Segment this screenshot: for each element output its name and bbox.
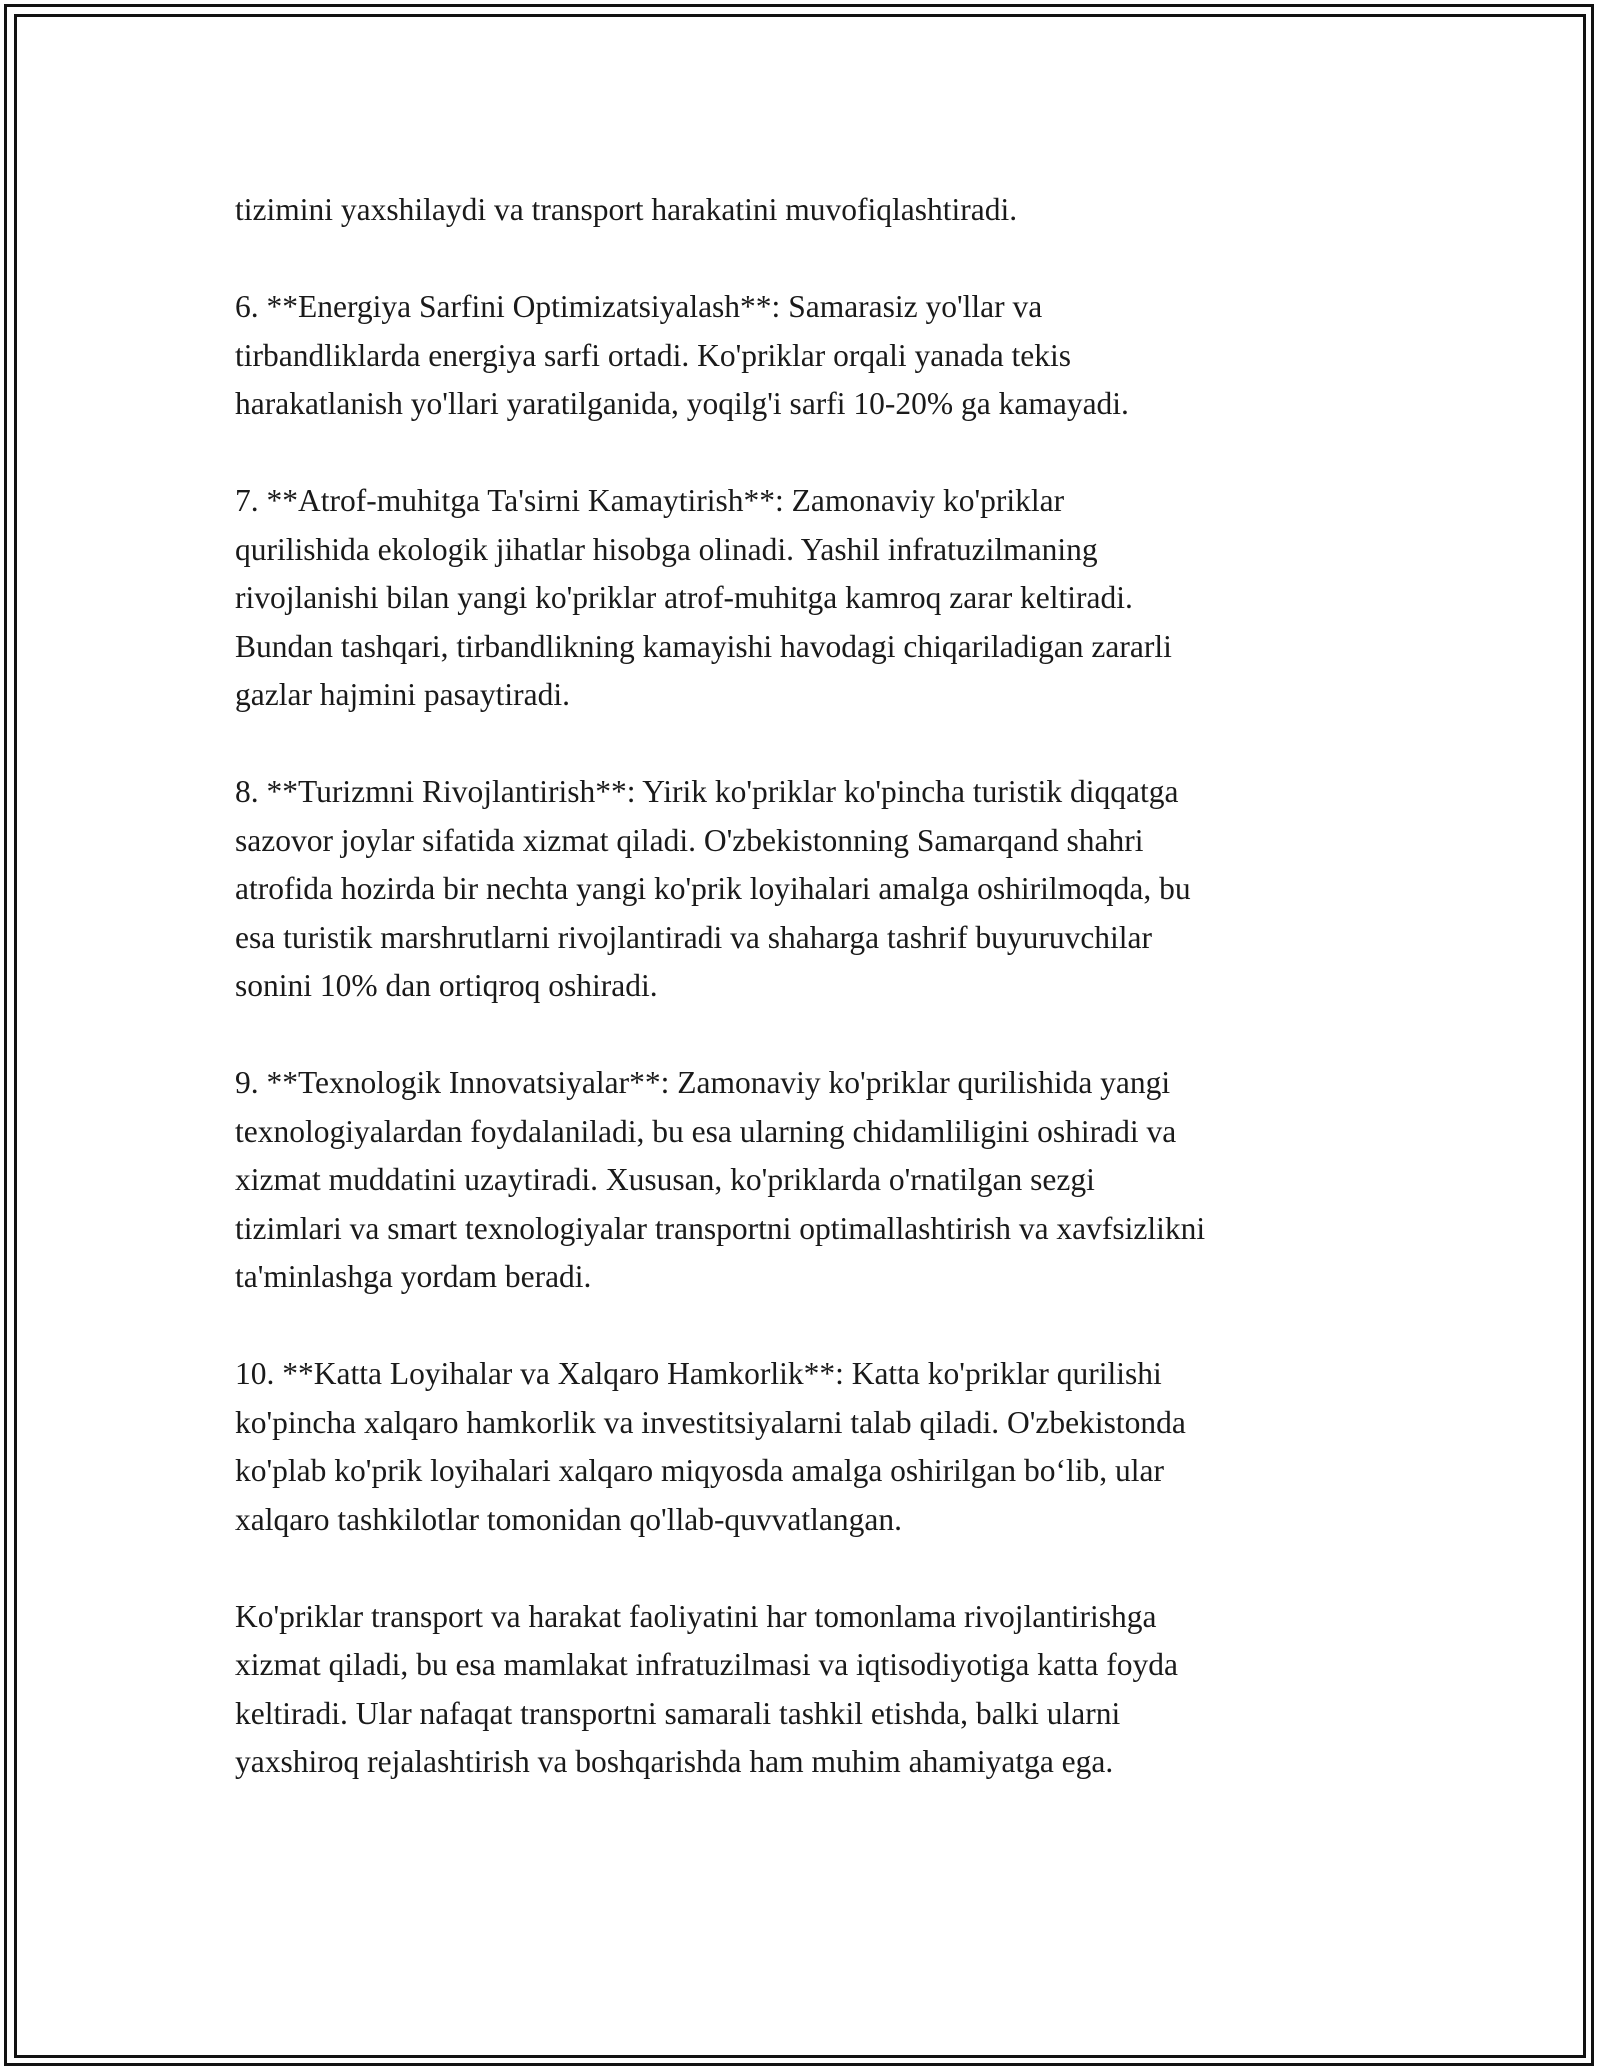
text-line: xizmat muddatini uzaytiradi. Xususan, ko'priklarda o'rnatilgan sezgi: [235, 1162, 1095, 1197]
text-line: gazlar hajmini pasaytiradi.: [235, 677, 570, 712]
text-line: xizmat qiladi, bu esa mamlakat infratuzilmasi va iqtisodiyotiga katta foyda: [235, 1647, 1178, 1682]
text-line: esa turistik marshrutlarni rivojlantiradi va shaharga tashrif buyuruvchilar: [235, 919, 1153, 955]
text-line: yaxshiroq rejalashtirish va boshqarishda ham muhim ahamiyatga ega.: [235, 1744, 1114, 1779]
text-line: ko'pincha xalqaro hamkorlik va investitsiyalarni talab qiladi. O'zbekistonda: [235, 1404, 1186, 1440]
text-line: xalqaro tashkilotlar tomonidan qo'llab-quvvatlangan.: [235, 1501, 903, 1537]
text-line: 9. **Texnologik Innovatsiyalar**: Zamonaviy ko'priklar qurilishida yangi: [235, 1065, 1171, 1100]
text-line: atrofida hozirda bir nechta yangi ko'prik loyihalari amalga oshirilmoqda, bu: [235, 871, 1191, 906]
text-line: 10. **Katta Loyihalar va Xalqaro Hamkorlik**: Katta ko'priklar qurilishi: [235, 1356, 1162, 1391]
paragraph-conclusion: [235, 1593, 1365, 1787]
text-line: tizimlari va smart texnologiyalar transportni optimallashtirish va xavfsizlikni: [235, 1210, 1206, 1246]
text-line: qurilishida ekologik jihatlar hisobga olinadi. Yashil infratuzilmaning: [235, 531, 1098, 567]
document-body: [235, 186, 1365, 1835]
text-line: tirbandliklarda energiya sarfi ortadi. Ko'priklar orqali yanada tekis: [235, 337, 1072, 373]
text-line: Bundan tashqari, tirbandlikning kamayishi havodagi chiqariladigan zararli: [235, 628, 1172, 664]
text-line: Ko'priklar transport va harakat faoliyatini har tomonlama rivojlantirishga: [235, 1598, 1157, 1634]
text-line: ko'plab ko'prik loyihalari xalqaro miqyosda amalga oshirilgan bo‘lib, ular: [235, 1453, 1165, 1488]
paragraph-item-8: [235, 768, 1365, 1011]
text-line: 6. **Energiya Sarfini Optimizatsiyalash**: Samarasiz yo'llar va: [235, 289, 1043, 324]
text-line: harakatlanish yo'llari yaratilganida, yoqilg'i sarfi 10-20% ga kamayadi.: [235, 386, 1129, 421]
text-line: texnologiyalardan foydalaniladi, bu esa ularning chidamliligini oshiradi va: [235, 1113, 1177, 1149]
paragraph-item-10: [235, 1350, 1365, 1544]
text-line: sonini 10% dan ortiqroq oshiradi.: [235, 968, 658, 1003]
text-line: 7. **Atrof-muhitga Ta'sirni Kamaytirish**: Zamonaviy ko'priklar: [235, 483, 1065, 518]
text-line: rivojlanishi bilan yangi ko'priklar atrof-muhitga kamroq zarar keltiradi.: [235, 580, 1133, 615]
text-line: sazovor joylar sifatida xizmat qiladi. O'zbekistonning Samarqand shahri: [235, 822, 1144, 858]
text-line: ta'minlashga yordam beradi.: [235, 1259, 592, 1294]
text-line: tizimini yaxshilaydi va transport harakatini muvofiqlashtiradi.: [235, 192, 1018, 227]
text-line: keltiradi. Ular nafaqat transportni samarali tashkil etishda, balki ularni: [235, 1695, 1121, 1731]
text-line: 8. **Turizmni Rivojlantirish**: Yirik ko'priklar ko'pincha turistik diqqatga: [235, 774, 1179, 809]
paragraph-item-9: [235, 1059, 1365, 1302]
paragraph-item-6: [235, 283, 1365, 429]
paragraph-item-7: [235, 477, 1365, 720]
paragraph-intro-continuation: [235, 186, 1365, 235]
